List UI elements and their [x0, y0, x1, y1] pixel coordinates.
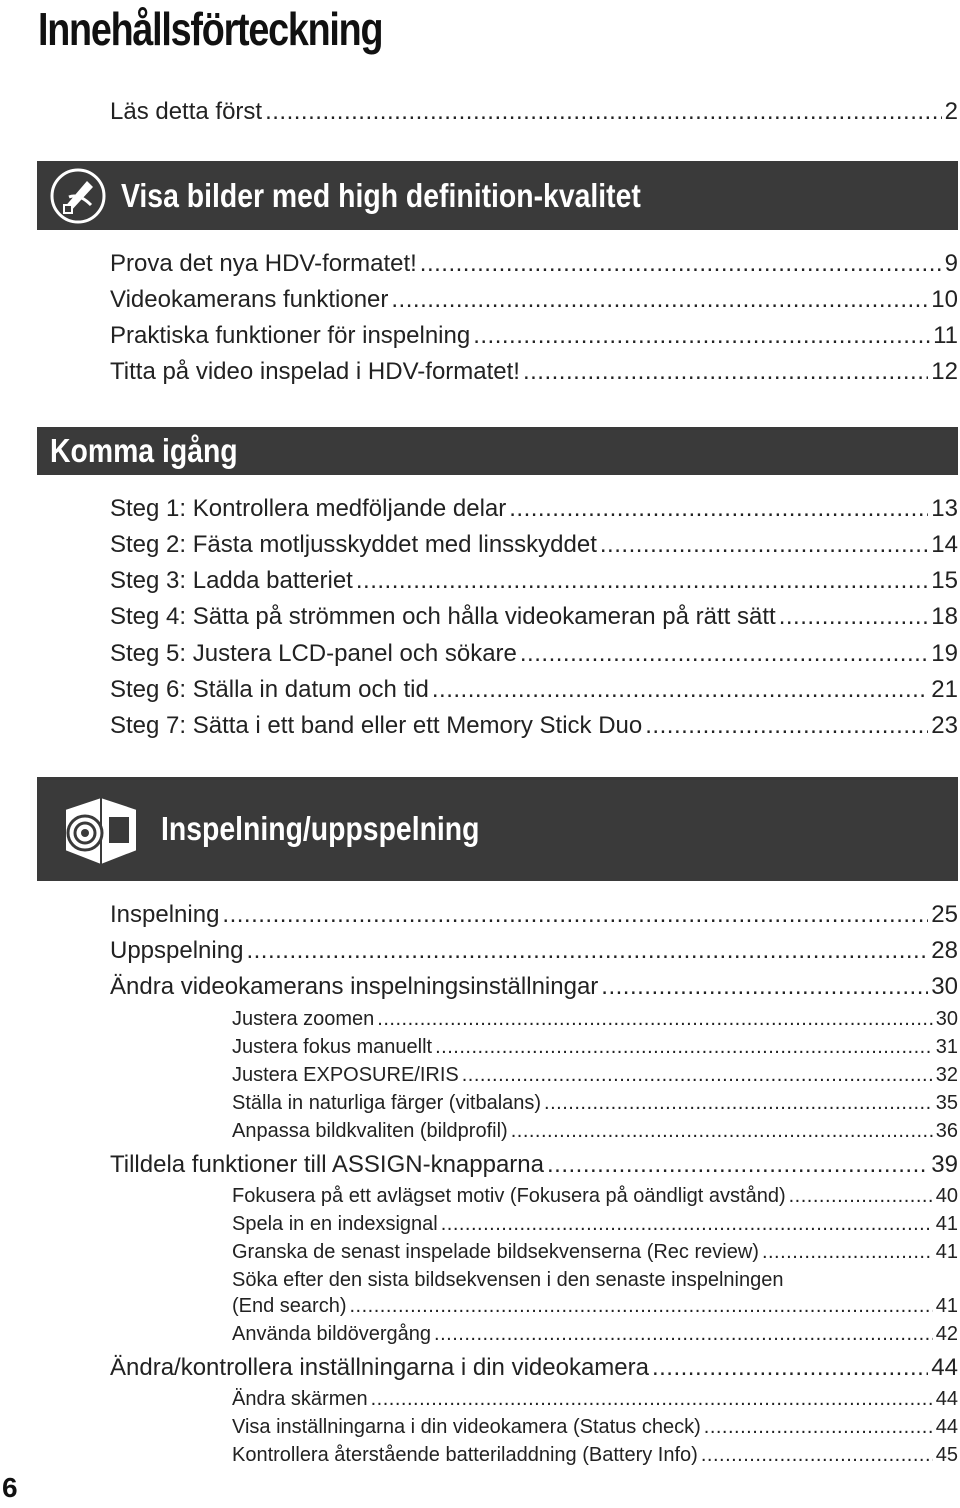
toc-subentry-first-line[interactable]	[232, 1266, 958, 1294]
toc-entry-page: 44	[935, 1388, 958, 1410]
toc-entry-page: 41	[935, 1213, 958, 1235]
leader-dots	[432, 673, 928, 707]
toc-entry-page: 35	[935, 1092, 958, 1114]
toc-entry-text: Titta på video inspelad i HDV-formatet!	[110, 358, 520, 385]
toc-entry-text: Granska de senast inspelade bildsekvenserna (Rec review)	[232, 1241, 759, 1263]
section-title: Visa bilder med high definition-kvalitet	[121, 176, 641, 214]
toc-subentry[interactable]	[232, 1413, 958, 1441]
toc-entry-page: 18	[931, 603, 958, 630]
toc-entry-page: 41	[935, 1295, 958, 1317]
section-title: Komma igång	[50, 432, 238, 469]
toc-entry-text: (End search)	[232, 1295, 347, 1317]
toc-entry-page: 19	[931, 640, 958, 667]
leader-dots	[523, 355, 928, 389]
leader-dots	[356, 564, 928, 598]
toc-entry[interactable]	[110, 528, 958, 562]
toc-entry-page: 44	[931, 1354, 958, 1381]
toc-entry-text: Ändra videokamerans inspelningsinställningar	[110, 973, 599, 1000]
toc-entry-text: Steg 6: Ställa in datum och tid	[110, 676, 429, 703]
toc-entry-page: 40	[935, 1185, 958, 1207]
toc-entry-page: 32	[935, 1064, 958, 1086]
toc-entry-page: 10	[931, 286, 958, 313]
leader-dots	[645, 709, 928, 743]
toc-subentry[interactable]	[232, 1182, 958, 1210]
toc-entry[interactable]	[110, 637, 958, 671]
toc-entry-text: Steg 7: Sätta i ett band eller ett Memory Stick Duo	[110, 712, 643, 739]
toc-subentry[interactable]	[232, 1089, 958, 1117]
toc-entry[interactable]	[110, 1351, 958, 1385]
toc-entry-text: Söka efter den sista bildsekvensen i den senaste inspelningen	[232, 1269, 784, 1291]
toc-subentry[interactable]	[232, 1033, 958, 1061]
toc-entry-page: 45	[935, 1444, 958, 1466]
toc-entry[interactable]	[110, 492, 958, 526]
toc-entry-page: 42	[935, 1323, 958, 1345]
toc-entry-page: 36	[935, 1120, 958, 1142]
leader-dots	[441, 1210, 933, 1238]
toc-entry-text: Läs detta först	[110, 98, 263, 125]
toc-entry-page: 30	[931, 973, 958, 1000]
leader-dots	[779, 600, 929, 634]
page-title: Innehållsförteckning	[38, 3, 383, 55]
toc-entry[interactable]	[110, 970, 958, 1004]
leader-dots	[265, 95, 942, 129]
toc-entry-text: Steg 2: Fästa motljusskyddet med linsskyddet	[110, 531, 597, 558]
toc-subentry[interactable]	[232, 1061, 958, 1089]
toc-entry[interactable]	[110, 564, 958, 598]
leader-dots	[520, 637, 928, 671]
leader-dots	[462, 1061, 933, 1089]
toc-entry-text: Spela in en indexsignal	[232, 1213, 438, 1235]
leader-dots	[762, 1238, 933, 1266]
toc-entry-page: 30	[935, 1008, 958, 1030]
toc-entry-text: Steg 1: Kontrollera medföljande delar	[110, 495, 507, 522]
leader-dots	[420, 247, 942, 281]
leader-dots	[377, 1005, 932, 1033]
leader-dots	[547, 1148, 928, 1182]
toc-entry-text: Kontrollera återstående batteriladdning (Battery Info)	[232, 1444, 698, 1466]
leader-dots	[391, 283, 928, 317]
toc-subentry[interactable]	[232, 1238, 958, 1266]
toc-entry-text: Justera zoomen	[232, 1008, 375, 1030]
leader-dots	[350, 1292, 933, 1320]
leader-dots	[473, 319, 930, 353]
toc-entry-page: 14	[931, 531, 958, 558]
toc-entry-page: 11	[933, 322, 958, 349]
page-number: 6	[2, 1472, 18, 1503]
leader-dots	[509, 492, 928, 526]
toc-entry-page: 9	[944, 250, 958, 277]
leader-dots	[246, 934, 928, 968]
section-title: Inspelning/uppspelning	[161, 810, 480, 847]
toc-entry-page: 2	[944, 98, 958, 125]
toc-entry[interactable]	[110, 673, 958, 707]
toc-entry-text: Ändra/kontrollera inställningarna i din videokamera	[110, 1354, 649, 1381]
leader-dots	[704, 1413, 933, 1441]
toc-entry-text: Ändra skärmen	[232, 1388, 368, 1410]
toc-entry-text: Justera EXPOSURE/IRIS	[232, 1064, 459, 1086]
leader-dots	[371, 1385, 933, 1413]
toc-entry-text: Prova det nya HDV-formatet!	[110, 250, 417, 277]
toc-subentry[interactable]	[232, 1292, 958, 1320]
toc-entry-text: Justera fokus manuellt	[232, 1036, 433, 1058]
leader-dots	[601, 970, 928, 1004]
leader-dots	[600, 528, 928, 562]
toc-entry-page: 12	[931, 358, 958, 385]
toc-entry[interactable]	[110, 1148, 958, 1182]
toc-entry-page: 15	[931, 567, 958, 594]
toc-entry-page: 41	[935, 1241, 958, 1263]
toc-entry-text: Steg 5: Justera LCD-panel och sökare	[110, 640, 517, 667]
toc-entry-text: Uppspelning	[110, 937, 244, 964]
toc-entry-text: Anpassa bildkvaliten (bildprofil)	[232, 1120, 508, 1142]
toc-entry[interactable]	[110, 319, 958, 353]
leader-dots	[511, 1117, 933, 1145]
toc-entry[interactable]	[110, 355, 958, 389]
section-header-hd	[37, 161, 958, 230]
toc-entry-page: 39	[931, 1151, 958, 1178]
toc-entry-text: Steg 4: Sätta på strömmen och hålla videokameran på rätt sätt	[110, 603, 776, 630]
toc-subentry[interactable]	[232, 1385, 958, 1413]
toc-entry-text: Tilldela funktioner till ASSIGN-knapparna	[110, 1151, 544, 1178]
toc-entry[interactable]	[110, 898, 958, 932]
toc-entry[interactable]	[110, 283, 958, 317]
toc-entry[interactable]	[110, 247, 958, 281]
toc-entry-text: Fokusera på ett avlägset motiv (Fokusera på oändligt avstånd)	[232, 1185, 786, 1207]
toc-entry-text: Visa inställningarna i din videokamera (Status check)	[232, 1416, 701, 1438]
toc-entry-page: 25	[931, 901, 958, 928]
hd-video-icon	[49, 167, 107, 225]
toc-entry-page: 23	[931, 712, 958, 739]
toc-subentry[interactable]	[232, 1320, 958, 1348]
toc-entry-text: Steg 3: Ladda batteriet	[110, 567, 353, 594]
toc-subentry[interactable]	[232, 1005, 958, 1033]
leader-dots	[434, 1320, 933, 1348]
leader-dots	[789, 1182, 933, 1210]
toc-subentry[interactable]	[232, 1441, 958, 1469]
toc-entry-text: Ställa in naturliga färger (vitbalans)	[232, 1092, 542, 1114]
toc-entry-text: Videokamerans funktioner	[110, 286, 389, 313]
leader-dots	[222, 898, 928, 932]
toc-subentry[interactable]	[232, 1210, 958, 1238]
section-header-start	[37, 427, 958, 475]
toc-entry[interactable]	[110, 600, 958, 634]
leader-dots	[701, 1441, 933, 1469]
leader-dots	[435, 1033, 933, 1061]
toc-entry-text: Praktiska funktioner för inspelning	[110, 322, 471, 349]
section-header-rec	[37, 777, 958, 881]
toc-entry-page: 31	[935, 1036, 958, 1058]
toc-entry-text: Använda bildövergång	[232, 1323, 432, 1345]
toc-entry[interactable]	[110, 709, 958, 743]
toc-entry[interactable]	[110, 934, 958, 968]
leader-dots	[652, 1351, 928, 1385]
toc-entry-page: 44	[935, 1416, 958, 1438]
toc-entry-text: Inspelning	[110, 901, 220, 928]
toc-entry-page: 13	[931, 495, 958, 522]
toc-subentry[interactable]	[232, 1117, 958, 1145]
leader-dots	[544, 1089, 933, 1117]
toc-entry-page: 21	[931, 676, 958, 703]
toc-entry-page: 28	[931, 937, 958, 964]
toc-entry[interactable]	[110, 95, 958, 129]
camcorder-icon	[57, 787, 141, 871]
